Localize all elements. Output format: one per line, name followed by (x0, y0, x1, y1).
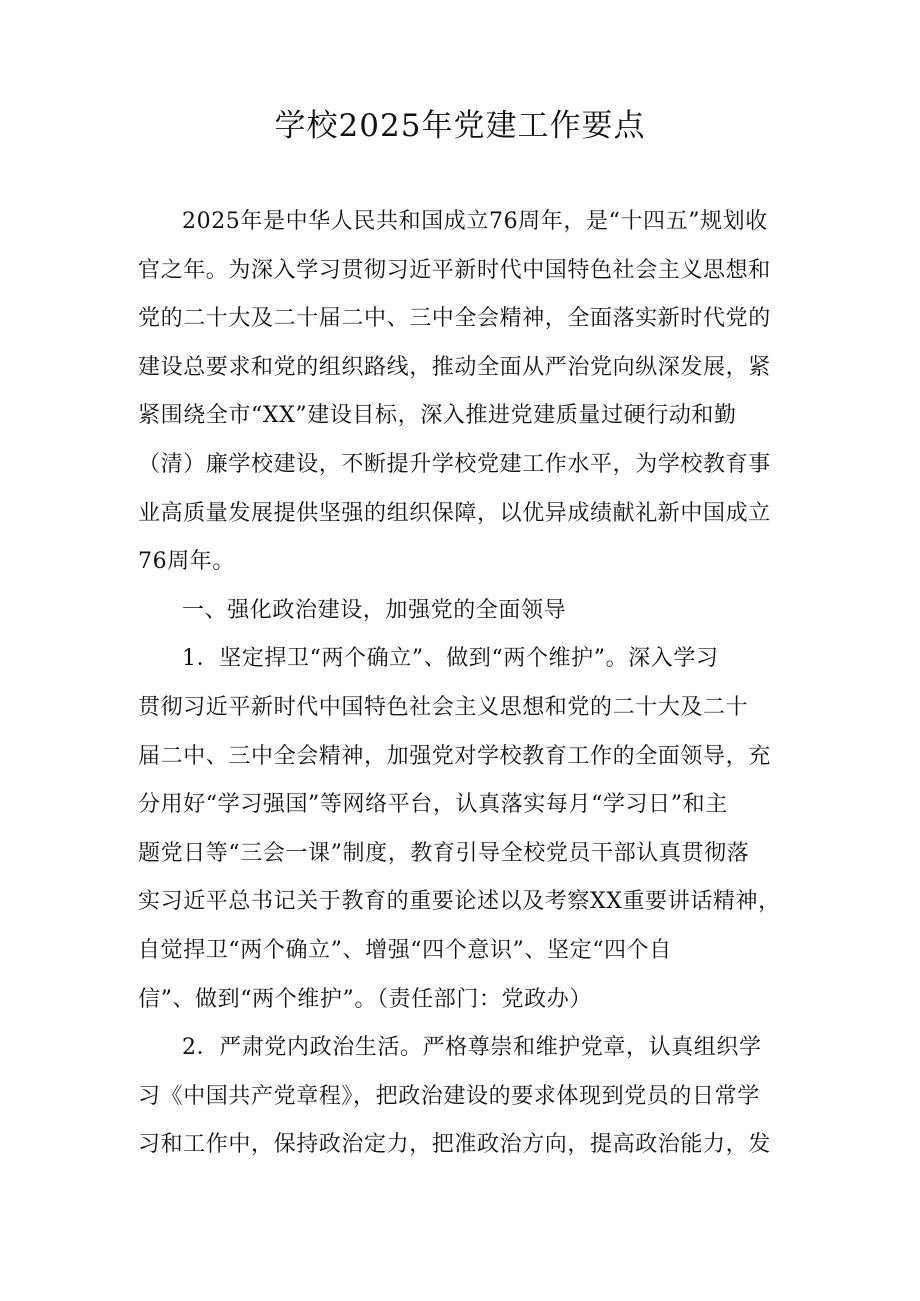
paragraph-line: 建设总要求和党的组织路线，推动全面从严治党向纵深发展，紧 (138, 354, 771, 380)
paragraph-line: （清）廉学校建设，不断提升学校党建工作水平，为学校教育事 (138, 451, 771, 477)
paragraph-line: 党的二十大及二十届二中、三中全会精神，全面落实新时代党的 (138, 306, 771, 332)
paragraph-line: 业高质量发展提供坚强的组织保障，以优异成绩献礼新中国成立 (138, 500, 771, 526)
paragraph-line: 1．坚定捍卫“两个确立”、做到“两个维护”。深入学习 (182, 646, 719, 672)
paragraph-line: 分用好“学习强国”等网络平台，认真落实每月“学习日”和主 (138, 792, 728, 818)
paragraph-line: 信”、做到“两个维护”。（责任部门：党政办） (138, 986, 592, 1012)
paragraph-line: 习《中国共产党章程》，把政治建设的要求体现到党员的日常学 (138, 1083, 760, 1109)
paragraph-line: 自觉捍卫“两个确立”、增强“四个意识”、坚定“四个自 (138, 937, 672, 963)
paragraph-line: 2025年是中华人民共和国成立76周年，是“十四五”规划收 (182, 209, 768, 234)
paragraph-line: 习和工作中，保持政治定力，把准政治方向，提高政治能力，发 (138, 1132, 771, 1158)
document-body (138, 198, 788, 1170)
section-heading: 一、强化政治建设，加强党的全面领导 (182, 597, 567, 623)
paragraph-line: 贯彻习近平新时代中国特色社会主义思想和党的二十大及二十 (138, 694, 749, 720)
paragraph-line: 实习近平总书记关于教育的重要论述以及考察XX重要讲话精神， (138, 889, 781, 915)
paragraph-line: 76周年。 (138, 549, 235, 575)
paragraph-line: 届二中、三中全会精神，加强党对学校教育工作的全面领导，充 (138, 743, 771, 769)
paragraph-line: 官之年。为深入学习贯彻习近平新时代中国特色社会主义思想和 (138, 257, 771, 283)
paragraph-line: 2．严肃党内政治生活。严格尊崇和维护党章，认真组织学 (182, 1035, 762, 1061)
document-title: 学校2025年党建工作要点 (274, 108, 646, 144)
paragraph-line: 紧围绕全市“XX”建设目标，深入推进党建质量过硬行动和勤 (138, 403, 737, 429)
paragraph-line: 题党日等“三会一课”制度，教育引导全校党员干部认真贯彻落 (138, 840, 750, 866)
